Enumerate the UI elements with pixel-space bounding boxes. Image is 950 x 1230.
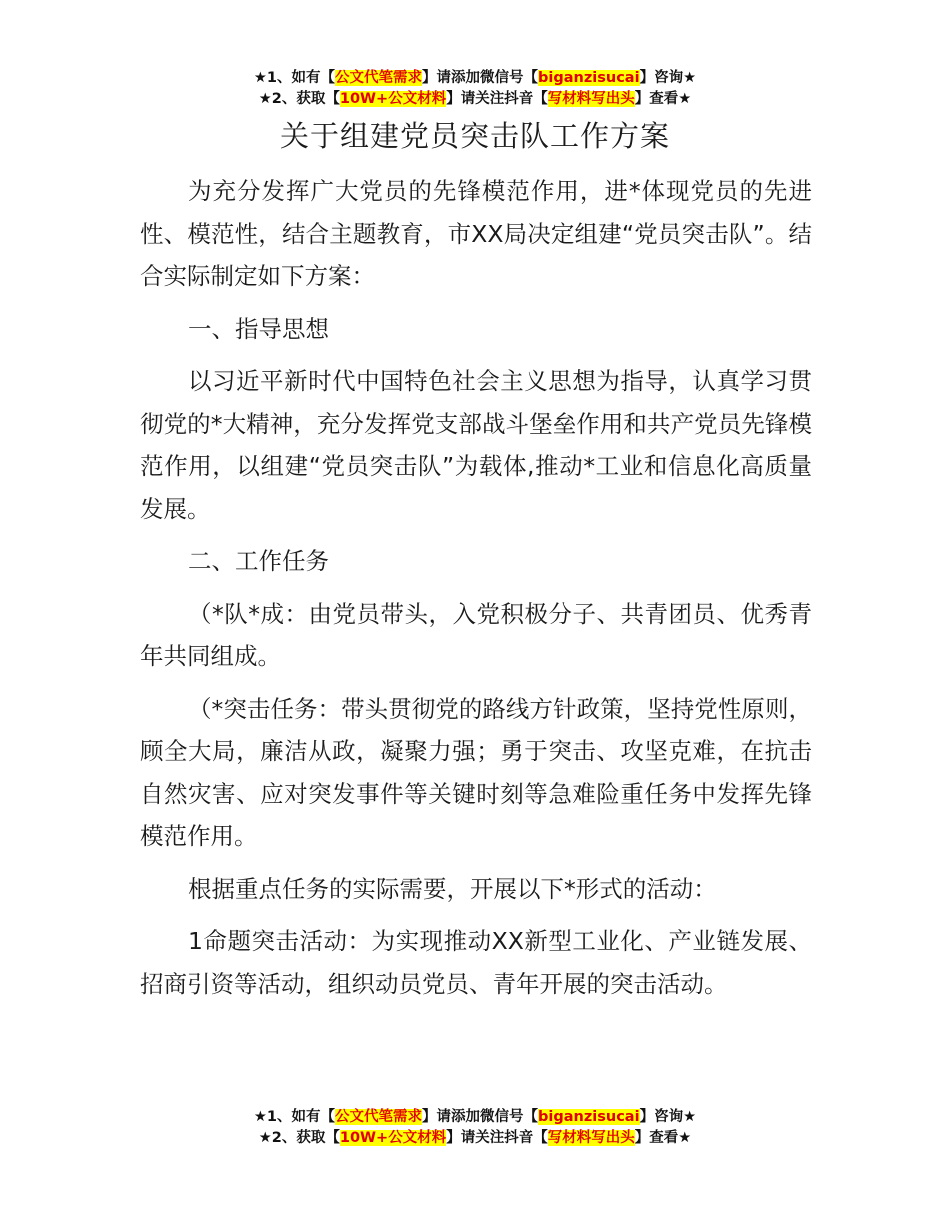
paragraph-assault-tasks: （*突击任务：带头贯彻党的路线方针政策，坚持党性原则，顾全大局，廉洁从政，凝聚力强；勇于突击、攻坚克难，在抗击自然灾害、应对突发事件等关键时刻等急难险重任务中发挥先锋模范作用。 (140, 694, 812, 850)
promo-line-1-mid: 】请添加微信号【 (422, 1109, 539, 1125)
promo-line-1 (0, 68, 950, 89)
promo-highlight-douyin: 写材料写出头 (547, 1130, 635, 1146)
promo-line-1-suffix: 】咨询★ (639, 1109, 697, 1125)
promo-line-2-suffix: 】查看★ (634, 1130, 692, 1146)
promo-line-2-suffix: 】查看★ (634, 91, 692, 107)
promo-highlight-wechat-id: biganzisucai (538, 1109, 640, 1125)
promo-line-1-suffix: 】咨询★ (639, 70, 697, 86)
promo-line-2-prefix: ★2、获取【 (258, 1130, 340, 1146)
promo-highlight-service: 公文代笔需求 (335, 1109, 423, 1125)
promo-line-1 (0, 1107, 950, 1128)
promo-line-1-prefix: ★1、如有【 (253, 1109, 336, 1125)
promo-highlight-materials: 10W+公文材料 (339, 1130, 447, 1146)
promo-line-2-prefix: ★2、获取【 (258, 91, 340, 107)
section-heading-guiding-ideology: 一、指导思想 (188, 314, 329, 343)
promo-highlight-douyin: 写材料写出头 (547, 91, 635, 107)
paragraph-guiding-ideology: 以习近平新时代中国特色社会主义思想为指导，认真学习贯彻党的*大精神，充分发挥党支部战斗堡垒作用和共产党员先锋模范作用，以组建“党员突击队”为载体,推动*工业和信息化高质量发展。 (140, 367, 812, 523)
document-body (140, 170, 812, 1015)
promo-highlight-service: 公文代笔需求 (335, 70, 423, 86)
paragraph-intro: 为充分发挥广大党员的先锋模范作用，进*体现党员的先进性、模范性，结合主题教育，市XX局决定组建“党员突击队”。结合实际制定如下方案： (140, 177, 812, 290)
promo-highlight-wechat-id: biganzisucai (538, 70, 640, 86)
promo-highlight-materials: 10W+公文材料 (339, 91, 447, 107)
section-heading-tasks: 二、工作任务 (188, 547, 329, 575)
promo-line-2 (0, 1128, 950, 1149)
promo-line-2 (0, 89, 950, 110)
bottom-promo-banner (0, 1107, 950, 1149)
paragraph-team-composition: （*队*成：由党员带头，入党积极分子、共青团员、优秀青年共同组成。 (140, 599, 812, 670)
promo-line-1-mid: 】请添加微信号【 (422, 70, 539, 86)
paragraph-activities-intro: 根据重点任务的实际需要，开展以下*形式的活动： (188, 874, 717, 903)
document-title: 关于组建党员突击队工作方案 (279, 119, 670, 153)
promo-line-2-mid: 】请关注抖音【 (446, 91, 548, 107)
top-promo-banner (0, 68, 950, 110)
promo-line-2-mid: 】请关注抖音【 (446, 1130, 548, 1146)
paragraph-activity-1: 1命题突击活动：为实现推动XX新型工业化、产业链发展、招商引资等活动，组织动员党员、青年开展的突击活动。 (140, 927, 812, 998)
promo-line-1-prefix: ★1、如有【 (253, 70, 336, 86)
